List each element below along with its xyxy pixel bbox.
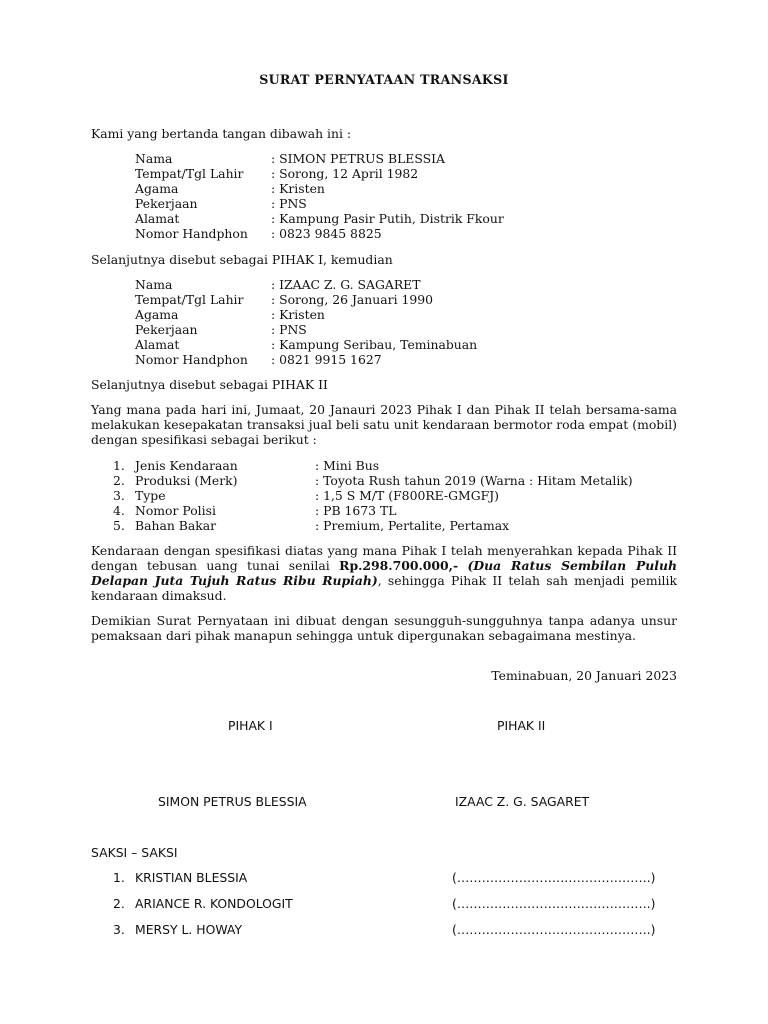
intro-text: Kami yang bertanda tangan dibawah ini : <box>91 126 352 141</box>
spec-label: Type <box>135 488 166 503</box>
party1-label-job: Pekerjaan <box>135 196 198 211</box>
handover-text-before: Kendaraan dengan spesifikasi diatas yang mana Pihak I telah menyerahkan kepada Pihak II dengan tebusan uang tunai senilai <box>91 543 677 573</box>
party2-value-address: : Kampung Seribau, Teminabuan <box>271 337 478 352</box>
party2-value-phone: : 0821 9915 1627 <box>271 352 382 367</box>
spec-label: Bahan Bakar <box>135 518 217 533</box>
witness-name: ARIANCE R. KONDOLOGIT <box>135 896 293 911</box>
handover-paragraph <box>91 543 677 603</box>
spec-number: 5. <box>113 518 125 533</box>
party1-label-phone: Nomor Handphon <box>135 226 248 241</box>
party2-designation: Selanjutnya disebut sebagai PIHAK II <box>91 377 328 392</box>
spec-value: : PB 1673 TL <box>315 503 397 518</box>
party1-label-name: Nama <box>135 151 173 166</box>
party1-value-birth: : Sorong, 12 April 1982 <box>271 166 419 181</box>
party2-label-religion: Agama <box>135 307 179 322</box>
agreement-paragraph: Yang mana pada hari ini, Jumaat, 20 Janauri 2023 Pihak I dan Pihak II telah bersama-sama melakukan kesepakatan transaksi jual beli satu unit kendaraan bermotor roda empat (mobil) dengan spesifikasi sebagai berikut : <box>91 402 677 447</box>
spec-value: : Premium, Pertalite, Pertamax <box>315 518 510 533</box>
party2-value-birth: : Sorong, 26 Januari 1990 <box>271 292 433 307</box>
witness-signature-line: (………………………………………..) <box>452 896 656 911</box>
price-amount: Rp.298.700.000,- <box>339 558 459 573</box>
witness-signature-line: (………………………………………..) <box>452 922 656 937</box>
spec-value: : Mini Bus <box>315 458 380 473</box>
party2-label-phone: Nomor Handphon <box>135 352 248 367</box>
spec-value: : Toyota Rush tahun 2019 (Warna : Hitam Metalik) <box>315 473 633 488</box>
price-in-words: (Dua Ratus Sembilan Puluh Delapan Juta Tujuh Ratus Ribu Rupiah) <box>91 558 678 588</box>
party2-value-name: : IZAAC Z. G. SAGARET <box>271 277 421 292</box>
witness-number: 1. <box>113 870 125 885</box>
witness-number: 3. <box>113 922 125 937</box>
party2-label-birth: Tempat/Tgl Lahir <box>135 292 244 307</box>
spec-label: Nomor Polisi <box>135 503 216 518</box>
signature-label-party2: PIHAK II <box>497 718 546 733</box>
signature-name-party1: SIMON PETRUS BLESSIA <box>158 794 307 809</box>
witness-name: KRISTIAN BLESSIA <box>135 870 248 885</box>
party1-value-job: : PNS <box>271 196 307 211</box>
party1-label-address: Alamat <box>135 211 180 226</box>
witness-signature-line: (………………………………………..) <box>452 870 656 885</box>
spec-number: 1. <box>113 458 125 473</box>
witness-number: 2. <box>113 896 125 911</box>
signature-label-party1: PIHAK I <box>228 718 273 733</box>
party1-label-birth: Tempat/Tgl Lahir <box>135 166 244 181</box>
place-date: Teminabuan, 20 Januari 2023 <box>491 668 677 683</box>
party2-label-job: Pekerjaan <box>135 322 198 337</box>
signature-name-party2: IZAAC Z. G. SAGARET <box>455 794 590 809</box>
document-title: SURAT PERNYATAAN TRANSAKSI <box>259 72 509 87</box>
party1-value-religion: : Kristen <box>271 181 325 196</box>
spec-number: 4. <box>113 503 125 518</box>
spec-number: 3. <box>113 488 125 503</box>
party1-value-address: : Kampung Pasir Putih, Distrik Fkour <box>271 211 504 226</box>
spec-label: Produksi (Merk) <box>135 473 238 488</box>
witness-name: MERSY L. HOWAY <box>135 922 243 937</box>
spec-number: 2. <box>113 473 125 488</box>
party1-label-religion: Agama <box>135 181 179 196</box>
closing-paragraph: Demikian Surat Pernyataan ini dibuat dengan sesungguh-sungguhnya tanpa adanya unsur pemaksaan dari pihak manapun sehingga untuk dipergunakan sebagaimana mestinya. <box>91 613 677 643</box>
party1-value-name: : SIMON PETRUS BLESSIA <box>271 151 445 166</box>
party2-value-religion: : Kristen <box>271 307 325 322</box>
party2-value-job: : PNS <box>271 322 307 337</box>
party1-value-phone: : 0823 9845 8825 <box>271 226 382 241</box>
party2-label-address: Alamat <box>135 337 180 352</box>
party1-designation: Selanjutnya disebut sebagai PIHAK I, kemudian <box>91 252 393 267</box>
spec-label: Jenis Kendaraan <box>135 458 238 473</box>
party2-label-name: Nama <box>135 277 173 292</box>
spec-value: : 1,5 S M/T (F800RE-GMGFJ) <box>315 488 500 503</box>
witness-heading: SAKSI – SAKSI <box>91 845 178 860</box>
handover-text-after: , sehingga Pihak II telah sah menjadi pemilik kendaraan dimaksud. <box>91 573 677 603</box>
